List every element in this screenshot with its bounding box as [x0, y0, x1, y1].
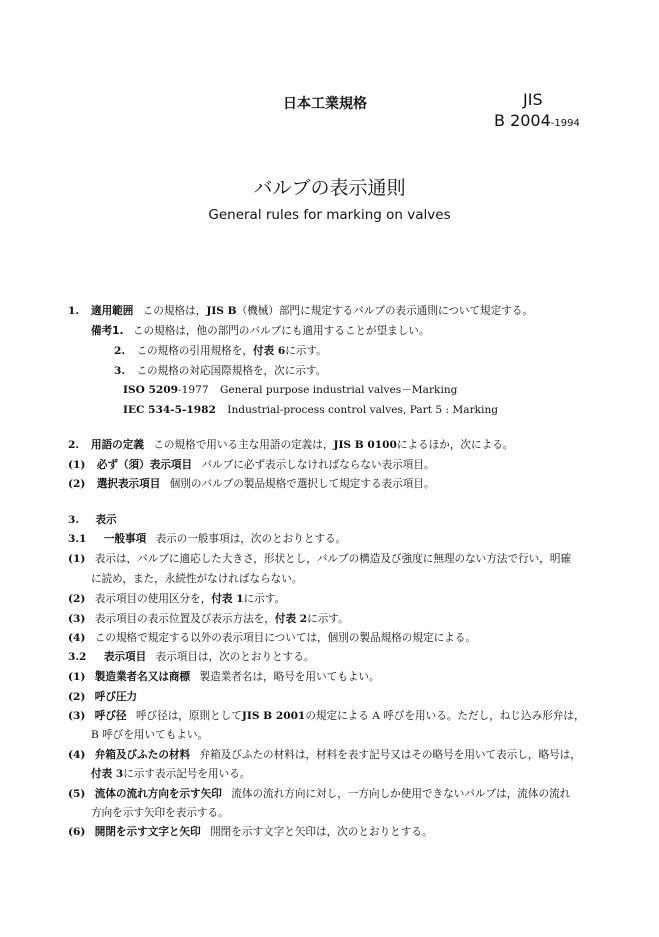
subsection-heading: 一般事項 — [103, 533, 147, 545]
item-number: (1) — [68, 671, 86, 683]
iec-title: Industrial-process control valves, Part 5 : Marking — [227, 404, 499, 416]
body-text: 表示項目は，次のとおりとする。 — [155, 651, 315, 663]
item-text: 呼び径は，原則として — [135, 710, 242, 722]
section-heading: 適用範囲 — [91, 305, 134, 317]
standard-reference: JIS B 2001 — [241, 710, 306, 722]
iec-reference — [123, 403, 498, 417]
note-number: 3. — [114, 365, 126, 377]
section-1-body — [91, 304, 533, 318]
table-reference: 付表 2 — [274, 613, 308, 625]
marking-item-5 — [68, 787, 570, 801]
table-reference: 付表 3 — [91, 768, 124, 780]
item-text: 開閉を示す文字と矢印は，次のとおりとする。 — [210, 826, 433, 838]
note-text: この規格は，他の部門のバルブにも適用することが望ましい。 — [132, 325, 430, 337]
definition-1 — [68, 458, 435, 472]
item-number: (1) — [68, 459, 86, 471]
general-item-3 — [68, 612, 349, 626]
marking-item-4-cont — [91, 767, 250, 781]
iso-reference — [123, 383, 457, 397]
page-subtitle-en: General rules for marking on valves — [208, 207, 451, 223]
note-text: この規格の引用規格を， — [136, 345, 253, 357]
marking-item-2 — [68, 690, 137, 704]
section-number: 1. — [68, 305, 80, 317]
item-text: 製造業者名は，略号を用いてもよい。 — [199, 671, 380, 683]
item-text: 流体の流れ方向に対し，一方向しか使用できないバルブは，流体の流れ — [231, 788, 571, 800]
marking-item-5-cont: 方向を示す矢印を表示する。 — [91, 807, 229, 819]
item-heading: 呼び圧力 — [94, 691, 138, 703]
item-text: 表示は，バルブに適応した大きさ，形状とし，バルブの構造及び強度に無理のない方法で行い，明確 — [94, 553, 572, 565]
iso-title: General purpose industrial valves－Marking — [219, 384, 458, 396]
subsection-3-2 — [68, 650, 314, 664]
item-heading: 弁箱及びふたの材料 — [94, 749, 191, 761]
subsection-heading: 表示項目 — [103, 651, 147, 663]
subsection-3-1 — [68, 532, 346, 546]
general-item-1 — [68, 552, 571, 566]
general-item-2 — [68, 592, 285, 606]
item-heading: 呼び径 — [94, 710, 127, 722]
item-number: (3) — [68, 710, 86, 722]
section-2-body — [91, 438, 513, 452]
header-std: JIS — [523, 90, 543, 109]
term-text: バルブに必ず表示しなければならない表示項目。 — [201, 459, 435, 471]
item-text: この規格で規定する以外の表示項目については，個別の製品規格の規定による。 — [94, 632, 476, 644]
item-text: に示す表示記号を用いる。 — [123, 768, 251, 780]
note-number: 2. — [114, 345, 126, 357]
item-number: (2) — [68, 593, 86, 605]
item-heading: 製造業者名又は商標 — [94, 671, 191, 683]
table-reference: 付表 1 — [211, 593, 244, 605]
general-item-4 — [68, 631, 476, 645]
iso-year: -1977 — [178, 384, 209, 396]
note-text: に示す。 — [285, 345, 327, 357]
item-number: (4) — [68, 632, 86, 644]
body-text: によるほか，次による。 — [396, 439, 514, 451]
item-text: に示す。 — [243, 593, 286, 605]
marking-item-1 — [68, 670, 380, 684]
body-text: この規格は， — [142, 305, 207, 317]
section-1 — [68, 304, 79, 318]
section-number: 2. — [68, 439, 80, 451]
note-1 — [91, 324, 430, 338]
general-item-1-cont: に読め，また，永続性がなければならない。 — [91, 573, 303, 585]
term-text: 個別のバルブの製品規格で選択して規定する表示項目。 — [169, 478, 435, 490]
section-heading: 表示 — [95, 514, 117, 526]
body-text: （機械）部門に規定するバルブの表示通則について規定する。 — [236, 305, 533, 317]
standard-reference: JIS B 0100 — [333, 439, 397, 451]
item-number: (1) — [68, 553, 86, 565]
marking-item-4 — [68, 748, 581, 762]
body-text: 表示の一般事項は，次のとおりとする。 — [155, 533, 347, 545]
item-text: 弁箱及びふたの材料は，材料を表す記号又はその略号を用いて表示し，略号は， — [199, 749, 581, 761]
term-heading: 必ず（須）表示項目 — [96, 459, 193, 471]
body-text: この規格で用いる主な用語の定義は， — [153, 439, 334, 451]
item-heading: 開閉を示す文字と矢印 — [94, 826, 201, 838]
page-title: バルブの表示通則 — [253, 177, 406, 199]
subsection-number: 3.2 — [68, 651, 87, 663]
item-heading: 流体の流れ方向を示す矢印 — [94, 788, 222, 800]
definition-2 — [68, 477, 435, 491]
iec-code: IEC 534-5-1982 — [123, 404, 216, 416]
item-number: (4) — [68, 749, 86, 761]
section-heading: 用語の定義 — [91, 439, 144, 451]
iso-code: ISO 5209 — [123, 384, 179, 396]
item-number: (2) — [68, 691, 86, 703]
table-reference: 付表 6 — [252, 345, 286, 357]
standard-reference: JIS B — [206, 305, 237, 317]
header-org: 日本工業規格 — [283, 96, 367, 112]
section-3 — [68, 513, 117, 527]
item-text: に示す。 — [307, 613, 349, 625]
item-number: (6) — [68, 826, 86, 838]
header-code — [494, 111, 580, 130]
header-code-number: B 2004 — [494, 111, 551, 130]
marking-item-3 — [68, 709, 585, 723]
item-number: (3) — [68, 613, 86, 625]
item-text: 表示項目の使用区分を， — [94, 593, 212, 605]
header-year: -1994 — [550, 118, 580, 129]
item-number: (5) — [68, 788, 86, 800]
note-2 — [114, 344, 327, 358]
section-2 — [68, 438, 79, 452]
term-heading: 選択表示項目 — [96, 478, 161, 490]
marking-item-3-cont: B 呼びを用いてもよい。 — [91, 729, 209, 741]
note-3 — [114, 364, 326, 378]
marking-item-6 — [68, 825, 433, 839]
note-text: この規格の対応国際規格を，次に示す。 — [136, 365, 327, 377]
section-number: 3. — [68, 514, 80, 526]
item-text: 表示項目の表示位置及び表示方法を， — [94, 613, 275, 625]
item-number: (2) — [68, 478, 86, 490]
item-text: の規定による A 呼びを用いる。ただし，ねじ込み形弁は， — [305, 710, 585, 722]
subsection-number: 3.1 — [68, 533, 87, 545]
note-heading: 備考1. — [91, 325, 124, 337]
